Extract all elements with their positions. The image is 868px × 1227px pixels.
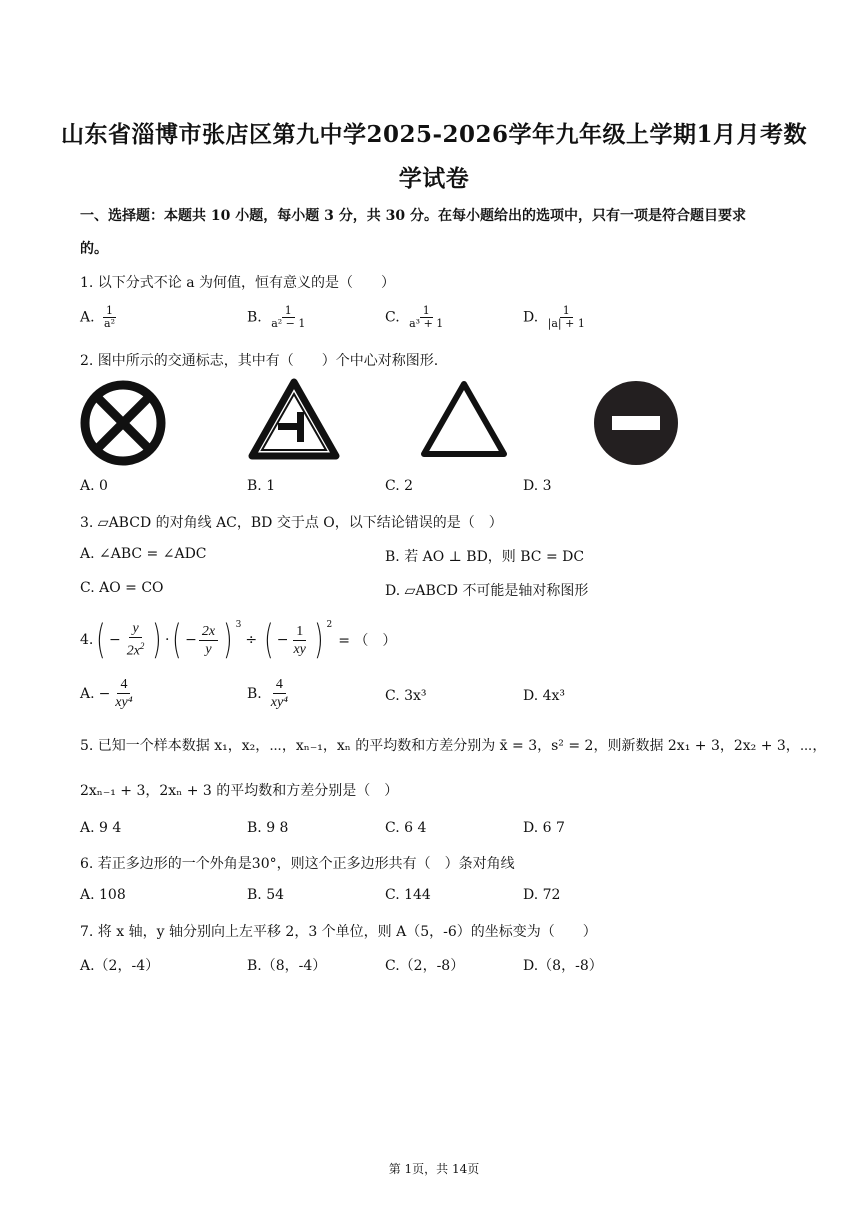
page-title-line2: 学试卷: [398, 165, 470, 192]
q4-a-fraction: [112, 676, 135, 711]
q1-b-fraction: [268, 305, 308, 330]
q5-stem-line1: 5. 已知一个样本数据 x₁，x₂，⋯，xₙ₋₁，xₙ 的平均数和方差分别为 x̄ = 3，s² = 2，则新数据 2x₁ + 3，2x₂ + 3，⋯，: [80, 738, 827, 754]
q4-number: 4.: [80, 632, 94, 648]
page-footer: 第 1页，共 14页: [388, 1162, 480, 1176]
fraction-den: a²: [104, 317, 115, 330]
q4-stem: 4. ( − $\frac{y}{2x^2}$ ) · ( − $\frac{2x}{y}$ ) $^3$ ÷ ( − $\frac{1}{xy}$ ) $^2$ = （ ）: [80, 617, 397, 663]
q4-b-fraction: [268, 676, 291, 711]
q1-option-d: [523, 305, 590, 330]
q4-term2: $\frac{2x}{y}$: [199, 623, 218, 658]
q5-option-a: A. 9 4: [80, 820, 122, 836]
q4-term1: $\frac{y}{2x^2}$: [126, 621, 145, 659]
q4-b-label: B.: [247, 685, 262, 702]
q7-option-c: C.（2，-8）: [385, 958, 465, 974]
q4-answer-bracket: = （ ）: [338, 633, 397, 649]
fraction-den: a² − 1: [271, 317, 306, 330]
q5-option-d: D. 6 7: [523, 820, 565, 836]
fraction-den: xy⁴: [270, 695, 289, 710]
q1-option-a: [80, 305, 120, 330]
q4-option-c: C. 3x³: [385, 688, 427, 704]
q2-option-a: A. 0: [80, 478, 108, 494]
q4-a-label: A.: [80, 685, 95, 702]
fraction-num: 1: [103, 305, 116, 318]
q6-option-b: B. 54: [247, 887, 285, 903]
circle-x-sign-icon: [80, 380, 166, 466]
q2-option-c: C. 2: [385, 478, 414, 494]
q1-b-label: B.: [247, 309, 262, 326]
triangle-t-sign-icon: [248, 378, 340, 460]
q3-option-b: B. 若 AO ⊥ BD，则 BC = DC: [385, 549, 585, 565]
section-header-line1: 一、选择题：本题共 10 小题，每小题 3 分，共 30 分。在每小题给出的选项中，只有一项是符合题目要求: [80, 208, 746, 224]
q2-option-b: B. 1: [247, 478, 276, 494]
page-title-line1: 山东省淄博市张店区第九中学2025-2026学年九年级上学期1月月考数: [60, 121, 808, 148]
fraction-num: 4: [117, 676, 130, 694]
fraction-num: 4: [273, 676, 286, 694]
q1-option-b: [247, 305, 310, 330]
q4-term3: $\frac{1}{xy}$: [293, 623, 306, 657]
section-header-line2: 的。: [80, 241, 108, 257]
fraction-den: |a| + 1: [547, 317, 585, 330]
q7-stem: 7. 将 x 轴，y 轴分别向上左平移 2，3 个单位，则 A（5，-6）的坐标变为（ ）: [80, 924, 597, 940]
q7-option-b: B.（8，-4）: [247, 958, 327, 974]
q3-stem: 3. ▱ABCD 的对角线 AC，BD 交于点 O，以下结论错误的是（ ）: [80, 515, 503, 531]
q4-option-a: A. − $\frac{4}{\text{xy⁴}}$: [80, 676, 138, 711]
q5-option-c: C. 6 4: [385, 820, 427, 836]
fraction-num: 1: [560, 305, 573, 318]
fraction-den: a³ + 1: [409, 317, 444, 330]
q5-option-b: B. 9 8: [247, 820, 289, 836]
q6-option-c: C. 144: [385, 887, 431, 903]
q1-c-label: C.: [385, 309, 400, 326]
q1-d-label: D.: [523, 309, 539, 326]
q4-option-d: D. 4x³: [523, 688, 566, 704]
q1-option-c: [385, 305, 448, 330]
fraction-num: 1: [420, 305, 433, 318]
q1-a-label: A.: [80, 309, 95, 326]
q1-a-fraction: [101, 305, 118, 330]
q6-stem: 6. 若正多边形的一个外角是30°，则这个正多边形共有（ ）条对角线: [80, 856, 515, 872]
triangle-sign-icon: [418, 378, 510, 460]
q3-option-a: A. ∠ABC = ∠ADC: [80, 546, 207, 562]
q6-option-d: D. 72: [523, 887, 561, 903]
q2-option-d: D. 3: [523, 478, 552, 494]
q7-option-a: A.（2，-4）: [80, 958, 160, 974]
fraction-num: 1: [282, 305, 295, 318]
q1-c-fraction: [406, 305, 446, 330]
q1-stem: 1. 以下分式不论 a 为何值，恒有意义的是（ ）: [80, 275, 396, 291]
q6-option-a: A. 108: [80, 887, 126, 903]
q3-option-c: C. AO = CO: [80, 580, 164, 596]
q1-d-fraction: [545, 305, 588, 330]
q5-stem-line2: 2xₙ₋₁ + 3，2xₙ + 3 的平均数和方差分别是（ ）: [80, 783, 399, 799]
q7-option-d: D.（8，-8）: [523, 958, 603, 974]
fraction-den: xy⁴: [115, 695, 133, 710]
no-entry-sign-icon: [593, 380, 679, 466]
q3-option-d: D. ▱ABCD 不可能是轴对称图形: [385, 583, 589, 599]
q4-option-b: [247, 676, 293, 711]
q2-stem: 2. 图中所示的交通标志，其中有（ ）个中心对称图形.: [80, 353, 439, 369]
